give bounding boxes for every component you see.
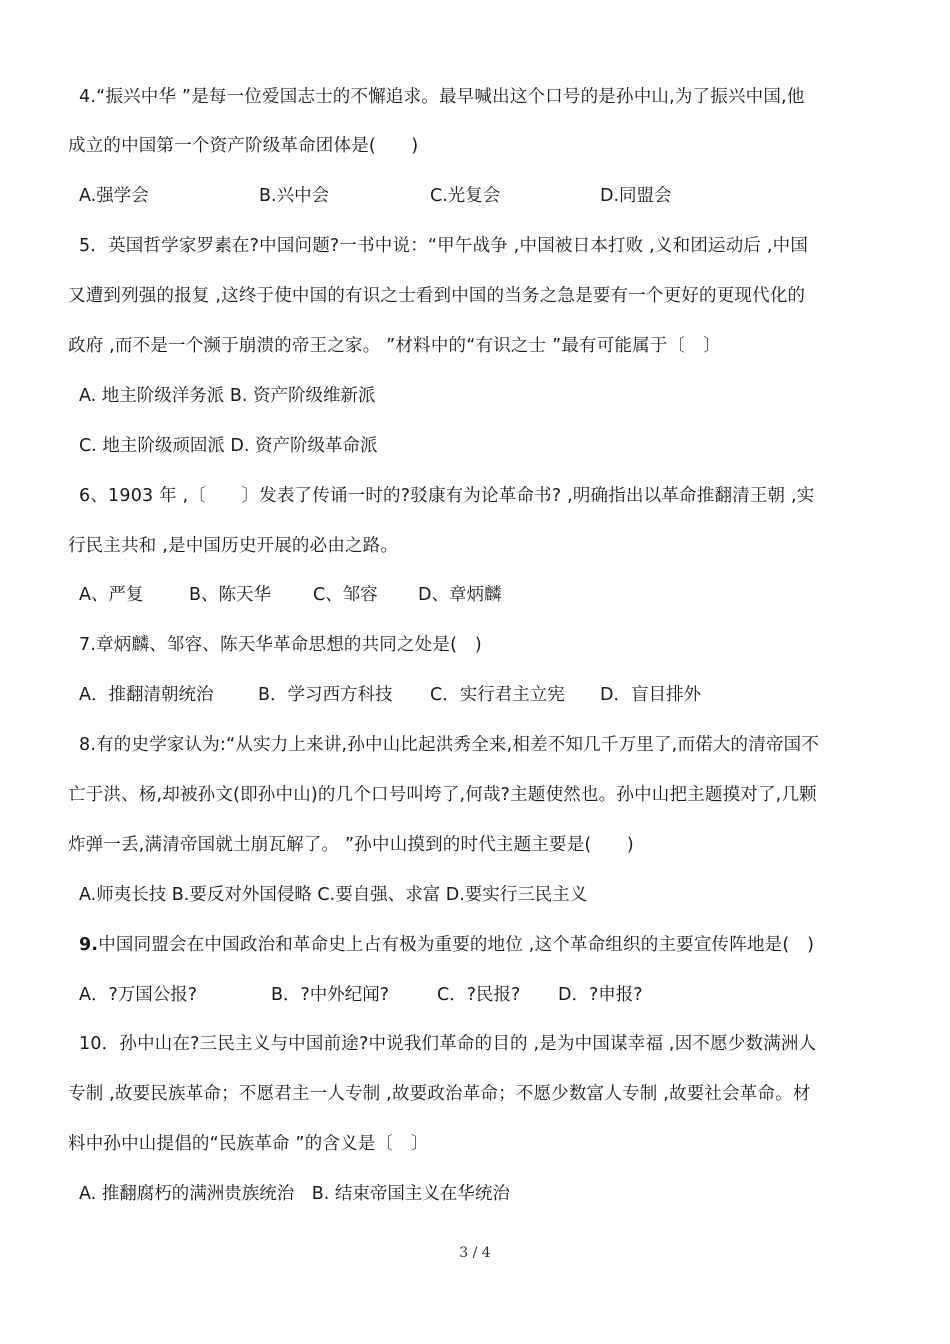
q9-text: 中国同盟会在中国政治和革命史上占有极为重要的地位 ,这个革命组织的主要宣传阵地是( ) <box>98 935 815 955</box>
q7-option-c: C．实行君主立宪 <box>430 685 565 705</box>
q4-option-b: B.兴中会 <box>259 186 330 206</box>
q5-line-3: 政府 ,而不是一个濒于崩溃的帝王之家。 ”材料中的“有识之士 ”最有可能属于〔 〕 <box>68 336 721 356</box>
q10-line-1: 10．孙中山在?三民主义与中国前途?中说我们革命的目的 ,是为中国谋幸福 ,因不愿少数满洲人 <box>79 1034 817 1054</box>
q6-line-1: 6、1903 年 ,〔 〕发表了传诵一时的?驳康有为论革命书? ,明确指出以革命推翻清王朝 ,实 <box>79 486 815 506</box>
q9-option-b: B．?中外纪闻? <box>271 985 390 1005</box>
q4-line-2: 成立的中国第一个资产阶级革命团体是( ) <box>68 136 419 156</box>
q7-option-d: D．盲目排外 <box>600 685 701 705</box>
q6-option-b: B、陈天华 <box>189 585 272 605</box>
q4-option-c: C.光复会 <box>430 186 501 206</box>
q5-options-cd: C. 地主阶级顽固派 D. 资产阶级革命派 <box>79 436 378 456</box>
q6-option-a: A、严复 <box>79 585 144 605</box>
q7-option-b: B．学习西方科技 <box>258 685 393 705</box>
q5-line-1: 5．英国哲学家罗素在?中国问题?一书中说：“甲午战争 ,中国被日本打败 ,义和团运动后 ,中国 <box>79 236 809 256</box>
page-number: 3 / 4 <box>459 1245 491 1261</box>
q7-line-1: 7.章炳麟、邹容、陈天华革命思想的共同之处是( ) <box>79 635 482 655</box>
q6-line-2: 行民主共和 ,是中国历史开展的必由之路。 <box>68 536 399 556</box>
q8-line-2: 亡于洪、杨,却被孙文(即孙中山)的几个口号叫垮了,何哉?主题使然也。孙中山把主题摸对了,几颗 <box>68 785 817 805</box>
q10-options-ab: A. 推翻腐朽的满洲贵族统治 B. 结束帝国主义在华统治 <box>79 1184 510 1204</box>
q4-option-a: A.强学会 <box>79 186 149 206</box>
q4-option-d: D.同盟会 <box>600 186 672 206</box>
q8-line-3: 炸弹一丢,满清帝国就土崩瓦解了。 ”孙中山摸到的时代主题主要是( ) <box>68 835 634 855</box>
q9-option-a: A．?万国公报? <box>79 985 198 1005</box>
q9-option-d: D．?申报? <box>558 985 643 1005</box>
q5-line-2: 又遭到列强的报复 ,这终于使中国的有识之士看到中国的当务之急是要有一个更好的更现代化的 <box>68 286 806 306</box>
q9-number: 9. <box>79 935 99 955</box>
q9-line-1 <box>79 933 814 957</box>
q9-option-c: C．?民报? <box>437 985 521 1005</box>
q8-options: A.师夷长技 B.要反对外国侵略 C.要自强、求富 D.要实行三民主义 <box>79 885 588 905</box>
q7-option-a: A．推翻清朝统治 <box>79 685 214 705</box>
q6-option-d: D、章炳麟 <box>418 585 502 605</box>
q8-line-1: 8.有的史学家认为:“从实力上来讲,孙中山比起洪秀全来,相差不知几千万里了,而偌大的清帝国不 <box>79 735 820 755</box>
q10-line-2: 专制 ,故要民族革命；不愿君主一人专制 ,故要政治革命；不愿少数富人专制 ,故要社会革命。材 <box>68 1084 811 1104</box>
q4-line-1: 4.“振兴中华 ”是每一位爱国志士的不懈追求。最早喊出这个口号的是孙中山,为了振兴中国,他 <box>79 87 805 107</box>
q6-option-c: C、邹容 <box>313 585 378 605</box>
q5-options-ab: A. 地主阶级洋务派 B. 资产阶级维新派 <box>79 386 376 406</box>
q10-line-3: 料中孙中山提倡的“民族革命 ”的含义是〔 〕 <box>68 1134 429 1154</box>
